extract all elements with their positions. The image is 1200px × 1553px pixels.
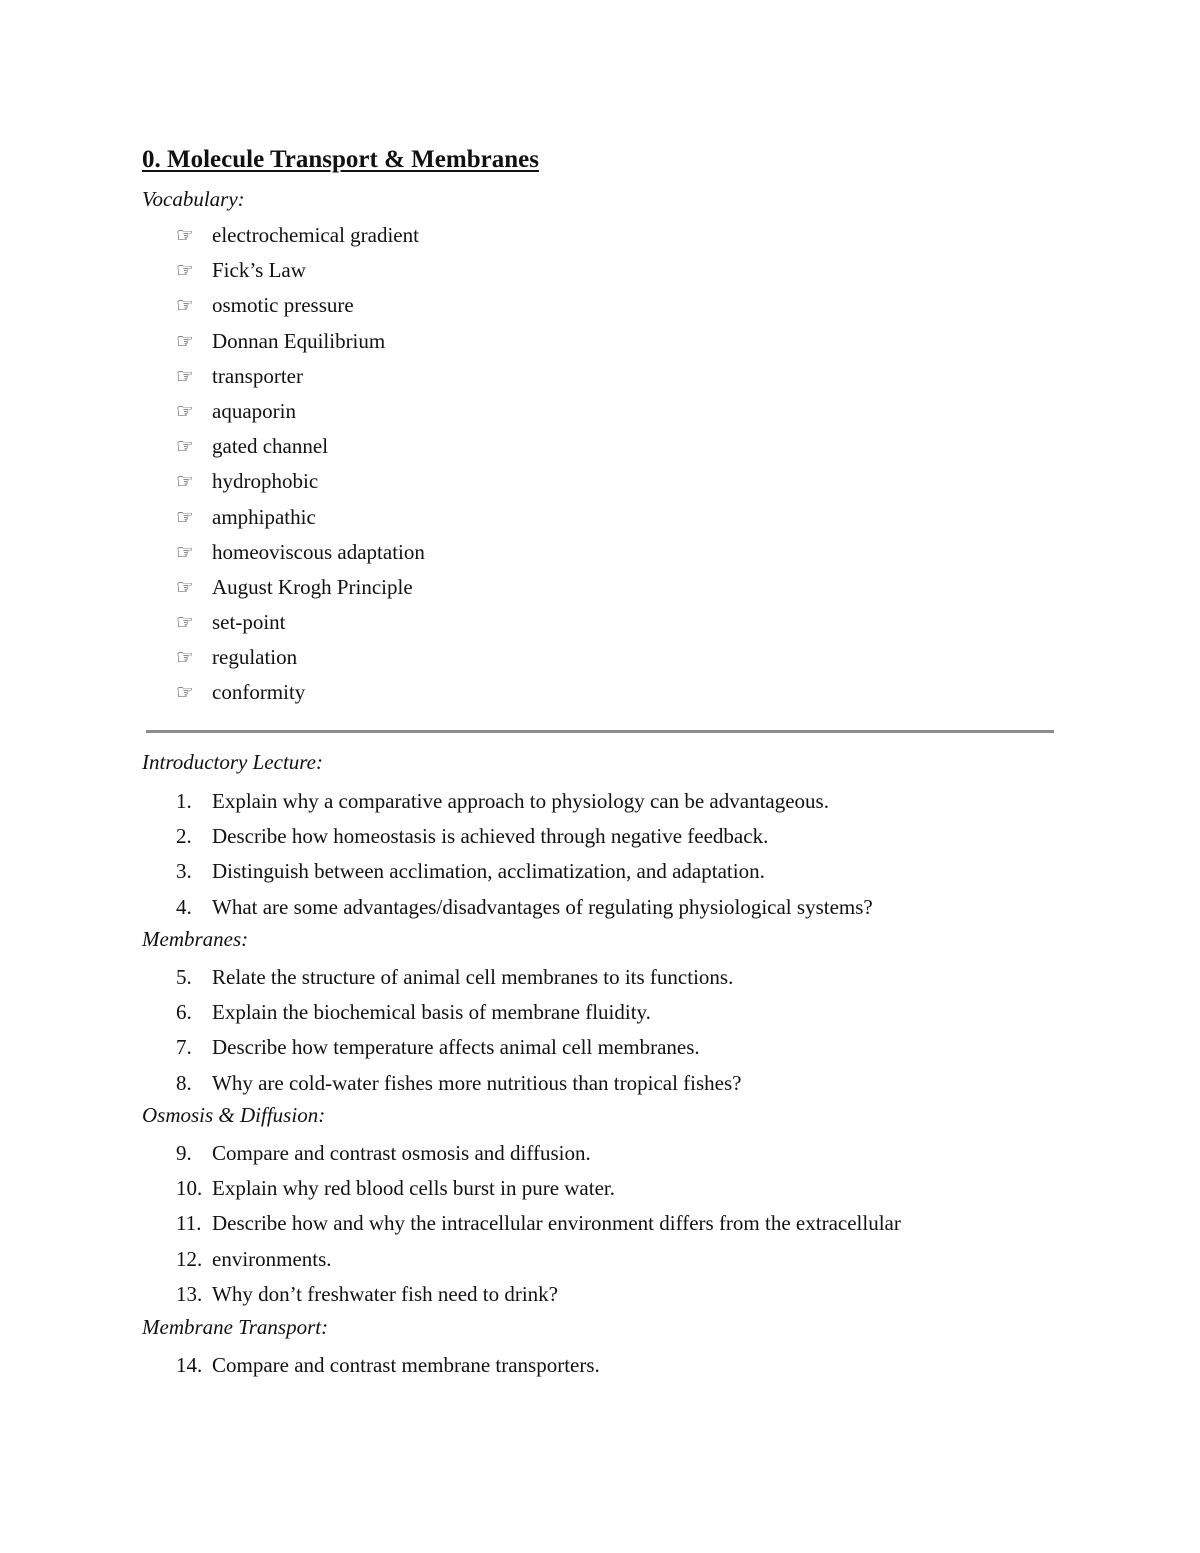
vocabulary-term: electrochemical gradient xyxy=(212,223,419,247)
vocabulary-item xyxy=(176,326,425,361)
question-text: Why don’t freshwater fish need to drink? xyxy=(212,1281,559,1306)
question-text: Explain why a comparative approach to physiology can be advantageous. xyxy=(212,789,829,813)
vocabulary-item xyxy=(176,255,425,290)
question-item xyxy=(176,1208,901,1243)
vocabulary-item xyxy=(176,466,425,501)
question-item xyxy=(176,786,873,821)
pointing-hand-icon: ☞ xyxy=(176,610,194,635)
vocabulary-item xyxy=(176,572,425,607)
question-number: 11. xyxy=(176,1211,202,1236)
pointing-hand-icon: ☞ xyxy=(176,434,194,459)
vocabulary-term: Fick’s Law xyxy=(212,258,306,283)
vocabulary-term: regulation xyxy=(212,645,298,670)
section-label-osmosis-diffusion: Osmosis & Diffusion: xyxy=(142,1103,326,1127)
question-item xyxy=(176,1173,901,1208)
vocabulary-item xyxy=(176,361,425,396)
question-text: Describe how and why the intracellular environment differs from the extracellular xyxy=(212,1211,901,1236)
question-text: Why are cold-water fishes more nutritious than tropical fishes? xyxy=(212,1070,742,1095)
vocabulary-term: aquaporin xyxy=(212,398,296,423)
question-number: 2. xyxy=(176,824,192,849)
vocabulary-term: homeoviscous adaptation xyxy=(212,539,425,564)
vocabulary-term: gated channel xyxy=(212,434,329,459)
question-item xyxy=(176,962,742,997)
pointing-hand-icon: ☞ xyxy=(176,680,194,705)
question-text: environments. xyxy=(212,1246,332,1271)
question-item xyxy=(176,1279,901,1314)
question-list-introductory-lecture xyxy=(176,786,873,927)
section-divider xyxy=(146,730,1054,733)
question-item xyxy=(176,892,873,927)
vocabulary-list xyxy=(176,220,425,713)
vocabulary-label: Vocabulary: xyxy=(142,187,245,211)
vocabulary-item xyxy=(176,220,425,255)
question-number: 14. xyxy=(176,1353,203,1377)
vocabulary-item xyxy=(176,642,425,677)
question-text: Compare and contrast membrane transporters. xyxy=(212,1353,600,1377)
question-text: Describe how homeostasis is achieved through negative feedback. xyxy=(212,824,769,849)
vocabulary-item xyxy=(176,607,425,642)
question-item xyxy=(176,1068,742,1103)
question-item xyxy=(176,1032,742,1067)
pointing-hand-icon: ☞ xyxy=(176,293,194,318)
vocabulary-term: conformity xyxy=(212,680,306,705)
vocabulary-term: set-point xyxy=(212,610,286,635)
question-number: 7. xyxy=(176,1035,192,1060)
pointing-hand-icon: ☞ xyxy=(176,574,194,599)
vocabulary-term: hydrophobic xyxy=(212,469,319,494)
question-number: 1. xyxy=(176,789,192,813)
vocabulary-item xyxy=(176,290,425,325)
question-number: 12. xyxy=(176,1246,203,1271)
question-item xyxy=(176,1350,600,1385)
pointing-hand-icon: ☞ xyxy=(176,223,194,247)
question-item xyxy=(176,821,873,856)
question-list-membrane-transport xyxy=(176,1350,600,1385)
vocabulary-term: osmotic pressure xyxy=(212,293,354,318)
question-number: 13. xyxy=(176,1281,203,1306)
question-item xyxy=(176,1244,901,1279)
vocabulary-term: August Krogh Principle xyxy=(212,574,413,599)
question-number: 8. xyxy=(176,1070,192,1095)
pointing-hand-icon: ☞ xyxy=(176,328,194,353)
question-item xyxy=(176,1138,901,1173)
pointing-hand-icon: ☞ xyxy=(176,398,194,423)
vocabulary-term: Donnan Equilibrium xyxy=(212,328,386,353)
question-list-osmosis-diffusion xyxy=(176,1138,901,1314)
vocabulary-item xyxy=(176,502,425,537)
question-number: 4. xyxy=(176,894,192,919)
vocabulary-item xyxy=(176,396,425,431)
question-item xyxy=(176,997,742,1032)
pointing-hand-icon: ☞ xyxy=(176,469,194,494)
question-text: Compare and contrast osmosis and diffusion. xyxy=(212,1141,591,1165)
question-number: 9. xyxy=(176,1141,192,1165)
vocabulary-item xyxy=(176,431,425,466)
section-label-membranes: Membranes: xyxy=(142,927,249,951)
question-text: Explain why red blood cells burst in pure water. xyxy=(212,1176,615,1201)
pointing-hand-icon: ☞ xyxy=(176,539,194,564)
pointing-hand-icon: ☞ xyxy=(176,363,194,388)
vocabulary-term: transporter xyxy=(212,363,303,388)
page-title: 0. Molecule Transport & Membranes xyxy=(142,146,539,173)
question-item xyxy=(176,856,873,891)
question-text: Relate the structure of animal cell membranes to its functions. xyxy=(212,965,734,989)
question-number: 6. xyxy=(176,1000,192,1025)
question-text: Describe how temperature affects animal cell membranes. xyxy=(212,1035,700,1060)
question-text: What are some advantages/disadvantages of regulating physiological systems? xyxy=(212,894,873,919)
vocabulary-term: amphipathic xyxy=(212,504,316,529)
question-number: 3. xyxy=(176,859,192,884)
section-label-membrane-transport: Membrane Transport: xyxy=(142,1315,329,1339)
vocabulary-item xyxy=(176,537,425,572)
pointing-hand-icon: ☞ xyxy=(176,645,194,670)
question-text: Explain the biochemical basis of membrane fluidity. xyxy=(212,1000,651,1025)
pointing-hand-icon: ☞ xyxy=(176,504,194,529)
question-number: 10. xyxy=(176,1176,203,1201)
question-list-membranes xyxy=(176,962,742,1103)
section-label-introductory-lecture: Introductory Lecture: xyxy=(142,750,323,774)
vocabulary-item xyxy=(176,677,425,712)
question-number: 5. xyxy=(176,965,192,989)
question-text: Distinguish between acclimation, acclimatization, and adaptation. xyxy=(212,859,765,884)
pointing-hand-icon: ☞ xyxy=(176,258,194,283)
